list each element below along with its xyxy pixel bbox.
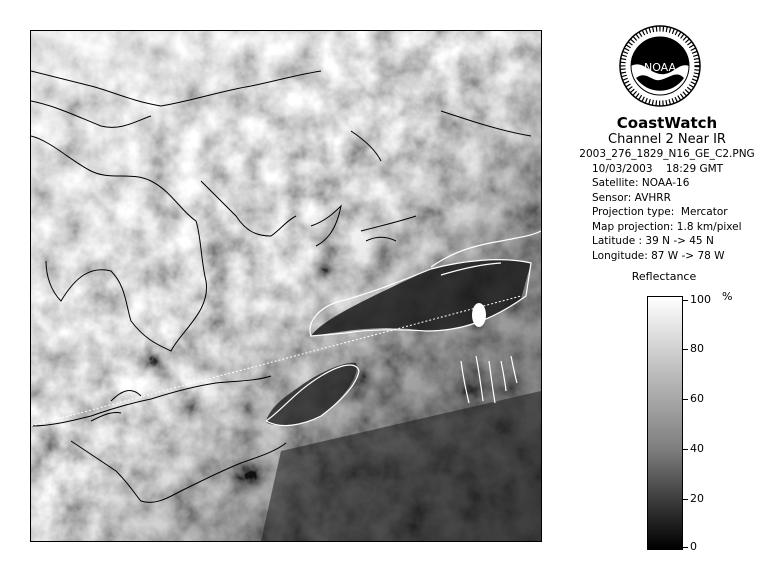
satellite-map-svg [31, 31, 541, 541]
info-panel [562, 114, 772, 263]
longitude-range: Longitude: 87 W -> 78 W [592, 249, 725, 262]
noaa-logo-icon [618, 24, 702, 108]
scale-label-80: 80 [690, 342, 704, 355]
scale-label-100: 100 [690, 293, 711, 306]
scale-title: Reflectance [631, 270, 697, 283]
scale-label-0: 0 [690, 540, 697, 553]
date-time: 10/03/2003 18:29 GMT [592, 162, 724, 175]
projection-type: Projection type: Mercator [592, 206, 728, 218]
satellite-label: Satellite: NOAA-16 [592, 177, 690, 189]
scale-tick [683, 499, 688, 500]
scale-tick [683, 349, 688, 350]
scale-unit: % [722, 290, 733, 303]
file-name: 2003_276_1829_N16_GE_C2.PNG [579, 148, 755, 160]
scale-label-20: 20 [690, 492, 704, 505]
scale-tick [683, 300, 688, 301]
latitude-range: Latitude : 39 N -> 45 N [592, 235, 714, 247]
reflectance-colorbar [647, 296, 683, 550]
map-projection: Map projection: 1.8 km/pixel [592, 220, 742, 233]
scale-label-40: 40 [690, 442, 704, 455]
scale-tick [683, 399, 688, 400]
product-title: CoastWatch [616, 114, 718, 132]
scale-tick [683, 449, 688, 450]
noaa-logo [618, 24, 702, 108]
scale-tick [683, 547, 688, 548]
logo-text: NOAA [643, 61, 677, 74]
sensor-label: Sensor: AVHRR [592, 191, 671, 204]
bright-cloud-patch [472, 303, 486, 327]
scale-label-60: 60 [690, 392, 704, 405]
satellite-image-panel [30, 30, 542, 542]
channel-name: Channel 2 Near IR [608, 132, 726, 147]
